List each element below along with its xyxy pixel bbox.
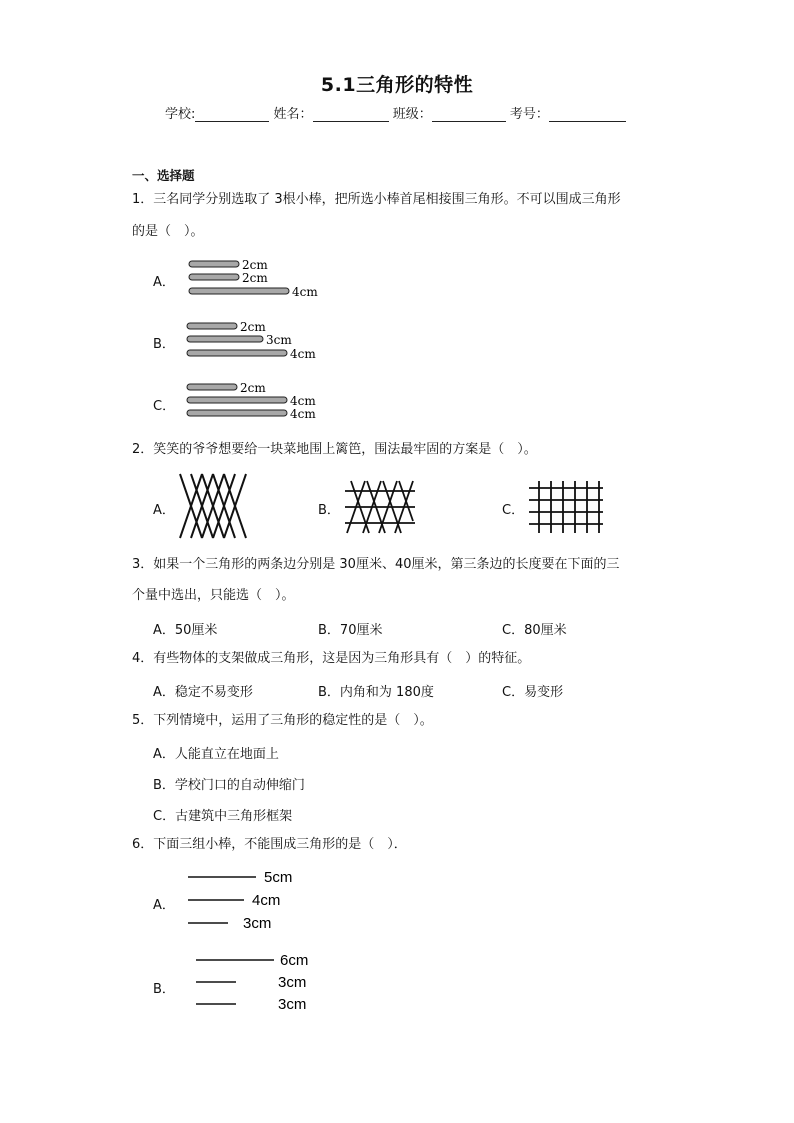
q6-option-b-sticks bbox=[190, 948, 320, 1020]
stick bbox=[187, 397, 287, 403]
stick-length-label: 4cm bbox=[292, 285, 318, 299]
q3-option-c[interactable]: C．80厘米 bbox=[502, 623, 567, 638]
q6-option-a-label[interactable]: A． bbox=[153, 898, 175, 913]
exam-number-blank[interactable] bbox=[549, 107, 626, 122]
q1-option-c-label[interactable]: C． bbox=[153, 399, 176, 414]
name-label: 姓名： bbox=[273, 107, 313, 122]
stick bbox=[187, 336, 263, 342]
q4-option-a[interactable]: A．稳定不易变形 bbox=[153, 685, 253, 700]
q4-option-b[interactable]: B．内角和为 180度 bbox=[318, 685, 434, 700]
stick bbox=[187, 410, 287, 416]
q2-fence-triangle-lattice bbox=[343, 479, 417, 535]
stick-length-label: 4cm bbox=[290, 347, 316, 361]
q2-fence-square-grid bbox=[527, 480, 605, 534]
q2-fence-diagonal-lattice bbox=[178, 472, 248, 540]
question-2-text: 2．笑笑的爷爷想要给一块菜地围上篱笆，围法最牢固的方案是（ ）。 bbox=[132, 442, 537, 457]
stick-length-label: 4cm bbox=[290, 407, 316, 421]
stick-length-label: 5cm bbox=[264, 869, 293, 886]
question-4-text: 4．有些物体的支架做成三角形，这是因为三角形具有（ ）的特征。 bbox=[132, 651, 531, 666]
stick bbox=[189, 274, 239, 280]
stick-length-label: 2cm bbox=[242, 271, 268, 285]
exam-number-label: 考号： bbox=[509, 107, 549, 122]
stick-length-label: 6cm bbox=[280, 952, 309, 969]
school-label: 学校: bbox=[165, 107, 196, 122]
stick-length-label: 3cm bbox=[278, 974, 307, 991]
stick-length-label: 2cm bbox=[240, 381, 266, 395]
q1-option-c-sticks bbox=[184, 381, 324, 423]
stick-length-label: 3cm bbox=[266, 333, 292, 347]
q3-option-a[interactable]: A．50厘米 bbox=[153, 623, 218, 638]
q1-option-a-sticks bbox=[186, 258, 326, 300]
name-blank[interactable] bbox=[313, 107, 389, 122]
question-6-text: 6．下面三组小棒，不能围成三角形的是（ ）． bbox=[132, 837, 407, 852]
q1-option-a-label[interactable]: A． bbox=[153, 275, 175, 290]
q5-option-a[interactable]: A．人能直立在地面上 bbox=[153, 747, 279, 762]
question-1-line1: 1．三名同学分别选取了 3根小棒，把所选小棒首尾相接围三角形。不可以围成三角形 bbox=[132, 192, 621, 207]
q2-option-a-label[interactable]: A． bbox=[153, 503, 175, 518]
page-title: 5.1三角形的特性 bbox=[320, 74, 474, 96]
section-title: 一、选择题 bbox=[132, 168, 195, 183]
stick bbox=[189, 261, 239, 267]
class-label: 班级： bbox=[392, 107, 432, 122]
q2-option-b-label[interactable]: B． bbox=[318, 503, 340, 518]
question-3-line1: 3．如果一个三角形的两条边分别是 30厘米、40厘米，第三条边的长度要在下面的三 bbox=[132, 557, 620, 572]
question-1-line2: 的是（ ）。 bbox=[132, 224, 204, 239]
stick-length-label: 4cm bbox=[252, 892, 281, 909]
stick bbox=[187, 323, 237, 329]
stick-length-label: 3cm bbox=[278, 996, 307, 1013]
q2-option-c-label[interactable]: C． bbox=[502, 503, 525, 518]
q1-option-b-sticks bbox=[184, 320, 324, 362]
q5-option-c[interactable]: C．古建筑中三角形框架 bbox=[153, 809, 293, 824]
stick bbox=[189, 288, 289, 294]
school-blank[interactable] bbox=[195, 107, 269, 122]
stick-length-label: 3cm bbox=[243, 915, 272, 932]
q1-option-b-label[interactable]: B． bbox=[153, 337, 175, 352]
q6-option-b-label[interactable]: B． bbox=[153, 982, 175, 997]
stick-length-label: 2cm bbox=[240, 320, 266, 334]
stick bbox=[187, 350, 287, 356]
stick bbox=[187, 384, 237, 390]
q3-option-b[interactable]: B．70厘米 bbox=[318, 623, 383, 638]
stick-length-label: 2cm bbox=[242, 258, 268, 272]
q6-option-a-sticks bbox=[184, 866, 314, 936]
class-blank[interactable] bbox=[432, 107, 506, 122]
question-3-line2: 个量中选出，只能选（ ）。 bbox=[132, 588, 295, 603]
stick-length-label: 4cm bbox=[290, 394, 316, 408]
question-5-text: 5．下列情境中，运用了三角形的稳定性的是（ ）。 bbox=[132, 713, 433, 728]
q4-option-c[interactable]: C．易变形 bbox=[502, 685, 564, 700]
q5-option-b[interactable]: B．学校门口的自动伸缩门 bbox=[153, 778, 305, 793]
